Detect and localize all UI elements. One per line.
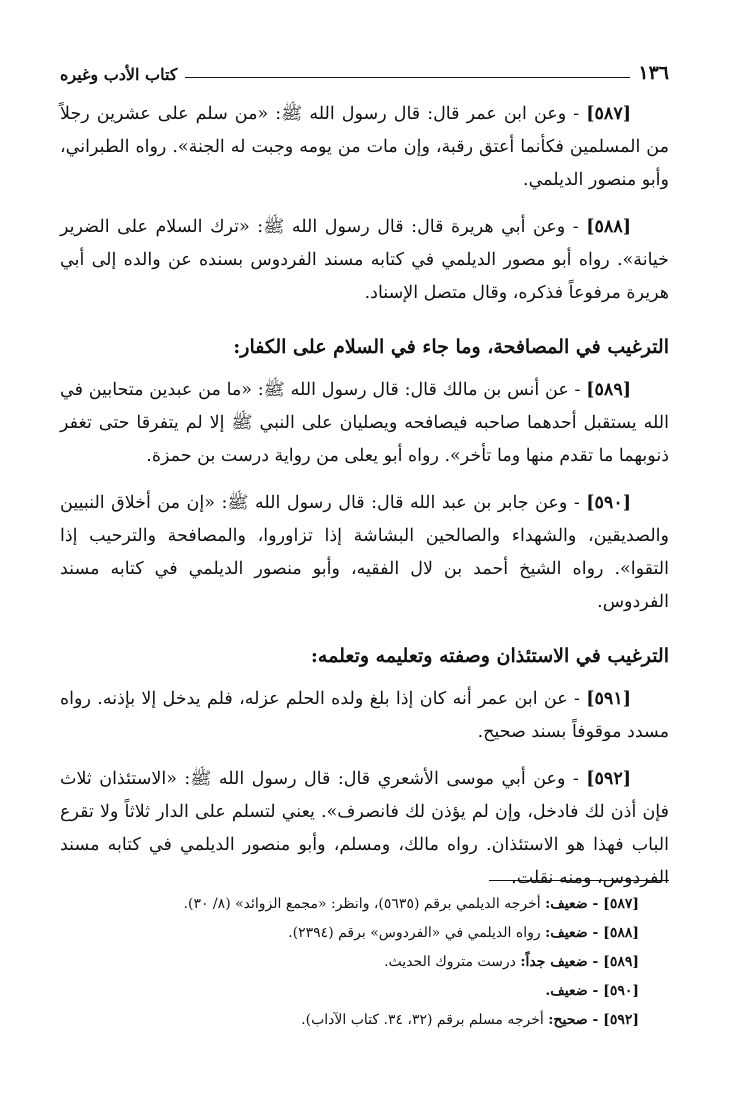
hadith-paragraph [60, 683, 669, 749]
footnote-text: درست متروك الحديث. [384, 954, 521, 970]
footnotes [60, 890, 639, 1035]
footnote [60, 977, 639, 1006]
footnote-text: أخرجه مسلم برقم (٣٢، ٣٤. كتاب الآداب). [301, 1012, 549, 1028]
page-header [60, 60, 669, 84]
hadith-text: - عن ابن عمر أنه كان إذا بلغ ولده الحلم عزله، فلم يدخل إلا بإذنه. رواه مسدد موقوفاً بسند صحيح. [60, 689, 669, 742]
footnote-separator [489, 880, 669, 881]
section-heading: الترغيب في الاستئذان وصفته وتعليمه وتعلمه: [310, 645, 669, 667]
hadith-paragraph [60, 211, 669, 310]
hadith-number: [٥٨٧] [586, 104, 631, 124]
hadith-paragraph [60, 487, 669, 619]
hadith-text: - وعن أبي موسى الأشعري قال: قال رسول الله ﷺ: «الاستئذان ثلاث فإن أذن لك فادخل، وإن لم يؤذن لك فانصرف». يعني لتسلم على الدار ثلاثاً ولا تقرع الباب فهذا هو الاستئذان. رواه مالك، ومسلم، وأبو منصور الديلمي في كتابه مسند الفردوس، ومنه نقلت. [60, 769, 669, 888]
footnote [60, 919, 639, 948]
hadith-number: [٥٨٨] [586, 217, 631, 237]
hadith-number: [٥٨٩] [586, 380, 631, 400]
hadith-text: - عن أنس بن مالك قال: قال رسول الله ﷺ: «ما من عبدين متحابين في الله يستقبل أحدهما صاحبه فيصافحه ويصليان على النبي ﷺ إلا لم يتفرقا حتى تغفر ذنوبهما ما تقدم منها وما تأخر». رواه أبو يعلى من رواية درست بن حمزة. [60, 380, 669, 466]
footnote-label: [٥٨٩] - ضعيف جداً: [520, 954, 639, 970]
hadith-number: [٥٩٢] [586, 769, 631, 789]
page-body [60, 98, 669, 909]
footnote [60, 1006, 639, 1035]
footnote-text: أخرجه الديلمي برقم (٥٦٣٥)، وانظر: «مجمع الزوائد» (٨/ ٣٠). [183, 896, 546, 912]
page-number: ١٣٦ [638, 62, 669, 84]
footnote [60, 890, 639, 919]
footnote-label: [٥٨٧] - ضعيف: [545, 896, 639, 912]
footnote [60, 948, 639, 977]
header-rule [185, 77, 630, 78]
footnote-label: [٥٩٢] - صحيح: [548, 1012, 639, 1028]
hadith-paragraph [60, 374, 669, 473]
book-title: كتاب الأدب وغيره [60, 65, 178, 84]
hadith-number: [٥٩١] [586, 689, 631, 709]
hadith-number: [٥٩٠] [586, 493, 631, 513]
footnote-label: [٥٩٠] - ضعيف. [545, 983, 639, 999]
hadith-text: - وعن أبي هريرة قال: قال رسول الله ﷺ: «ترك السلام على الضرير خيانة». رواه أبو مصور الديلمي في كتابه مسند الفردوس بسنده عن والده إلى أبي هريرة مرفوعاً فذكره، وقال متصل الإسناد. [60, 217, 669, 303]
section-heading: الترغيب في المصافحة، وما جاء في السلام على الكفار: [233, 336, 669, 358]
footnote-label: [٥٨٨] - ضعيف: [545, 925, 639, 941]
hadith-text: - وعن ابن عمر قال: قال رسول الله ﷺ: «من سلم على عشرين رجلاً من المسلمين فكأنما أعتق رقبة، وإن مات من يومه وجبت له الجنة». رواه الطبراني، وأبو منصور الديلمي. [60, 104, 669, 190]
hadith-paragraph [60, 98, 669, 197]
hadith-paragraph [60, 763, 669, 895]
footnote-text: رواه الديلمي في «الفردوس» برقم (٢٣٩٤). [288, 925, 546, 941]
hadith-text: - وعن جابر بن عبد الله قال: قال رسول الله ﷺ: «إن من أخلاق النبيين والصديقين، والشهداء والصالحين البشاشة إذا تزاوروا، والمصافحة والترحيب إذا التقوا». رواه الشيخ أحمد بن لال الفقيه، وأبو منصور الديلمي في كتابه مسند الفردوس. [60, 493, 669, 612]
